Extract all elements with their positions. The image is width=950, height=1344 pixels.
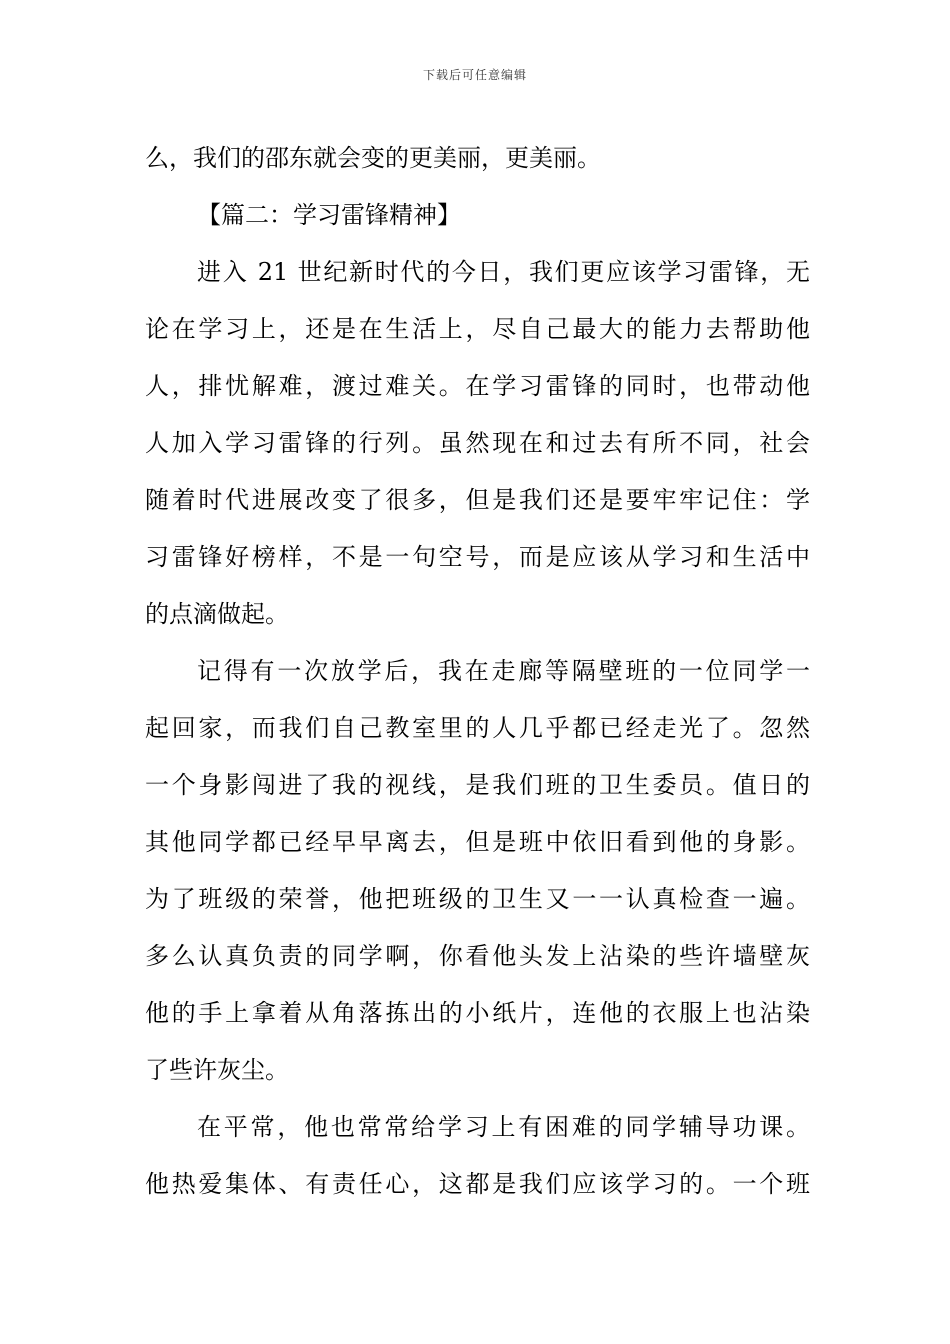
text-line: 么，我们的邵东就会变的更美丽，更美丽。 [145,144,601,172]
text-line: 随着时代进展改变了很多，但是我们还是要牢牢记住：学 [145,486,810,514]
text-line: 的点滴做起。 [145,600,289,628]
text-line: 记得有一次放学后，我在走廊等隔壁班的一位同学一 [197,657,810,685]
text-line: 他的手上拿着从角落拣出的小纸片，连他的衣服上也沾染 [145,999,810,1027]
text-line: 人，排忧解难，渡过难关。在学习雷锋的同时，也带动他 [145,372,810,400]
document-body [145,130,810,1213]
text-line: 一个身影闯进了我的视线，是我们班的卫生委员。值日的 [145,771,810,799]
text-line: 起回家，而我们自己教室里的人几乎都已经走光了。忽然 [145,714,810,742]
text-line: 为了班级的荣誉，他把班级的卫生又一一认真检查一遍。 [145,885,810,913]
text-line: 其他同学都已经早早离去，但是班中依旧看到他的身影。 [145,828,810,856]
text-line: 进入 21 世纪新时代的今日，我们更应该学习雷锋，无 [197,258,810,286]
text-line: 在平常，他也常常给学习上有困难的同学辅导功课。 [197,1113,810,1141]
text-line: 他热爱集体、有责任心，这都是我们应该学习的。一个班 [145,1170,810,1198]
text-line: 人加入学习雷锋的行列。虽然现在和过去有所不同，社会 [145,429,810,457]
text-line: 多么认真负责的同学啊，你看他头发上沾染的些许墙壁灰 [145,942,810,970]
text-line: 了些许灰尘。 [145,1056,289,1084]
text-line: 论在学习上，还是在生活上，尽自己最大的能力去帮助他 [145,315,810,343]
section-heading: 【篇二：学习雷锋精神】 [197,201,461,229]
text-line: 习雷锋好榜样，不是一句空号，而是应该从学习和生活中 [145,543,810,571]
page-header: 下载后可任意编辑 [422,68,527,82]
